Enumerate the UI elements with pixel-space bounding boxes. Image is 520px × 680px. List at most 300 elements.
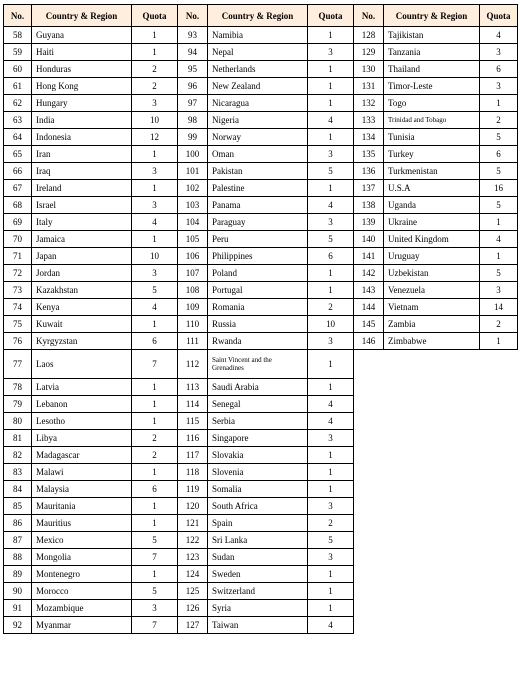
row-quota: 6	[132, 481, 178, 498]
table-row	[354, 282, 518, 299]
table-row	[4, 379, 178, 396]
table-row	[178, 78, 354, 95]
row-no: 125	[178, 583, 208, 600]
quota-table-middle	[177, 4, 354, 634]
row-country: Portugal	[208, 282, 308, 299]
table-row	[4, 180, 178, 197]
header-no: No.	[354, 5, 384, 27]
row-quota: 1	[308, 447, 354, 464]
row-country: Zimbabwe	[384, 333, 480, 350]
row-quota: 1	[308, 61, 354, 78]
table-row	[178, 282, 354, 299]
row-quota: 2	[308, 515, 354, 532]
row-no: 140	[354, 231, 384, 248]
row-country: Hungary	[32, 95, 132, 112]
table-row	[4, 197, 178, 214]
row-no: 123	[178, 549, 208, 566]
row-no: 120	[178, 498, 208, 515]
header-country: Country & Region	[208, 5, 308, 27]
row-country: Tajikistan	[384, 27, 480, 44]
row-no: 80	[4, 413, 32, 430]
row-no: 62	[4, 95, 32, 112]
row-quota: 4	[132, 214, 178, 231]
row-country: Laos	[32, 350, 132, 379]
row-no: 146	[354, 333, 384, 350]
header-row	[178, 5, 354, 27]
table-row	[4, 532, 178, 549]
row-quota: 7	[132, 350, 178, 379]
row-country: Taiwan	[208, 617, 308, 634]
table-row	[178, 44, 354, 61]
table-row	[178, 163, 354, 180]
header-no: No.	[178, 5, 208, 27]
table-row	[4, 112, 178, 129]
row-no: 131	[354, 78, 384, 95]
row-no: 145	[354, 316, 384, 333]
row-country: Ukraine	[384, 214, 480, 231]
row-no: 88	[4, 549, 32, 566]
table-row	[178, 532, 354, 549]
row-quota: 1	[480, 214, 518, 231]
row-country: Thailand	[384, 61, 480, 78]
quota-table-right	[353, 4, 518, 350]
table-row	[4, 95, 178, 112]
table-row	[178, 112, 354, 129]
row-quota: 16	[480, 180, 518, 197]
table-row	[178, 316, 354, 333]
row-country: Turkmenistan	[384, 163, 480, 180]
row-country: Timor-Leste	[384, 78, 480, 95]
row-quota: 10	[308, 316, 354, 333]
row-no: 108	[178, 282, 208, 299]
row-country: Nicaragua	[208, 95, 308, 112]
row-no: 132	[354, 95, 384, 112]
row-quota: 3	[308, 549, 354, 566]
row-quota: 1	[132, 396, 178, 413]
row-country: Kazakhstan	[32, 282, 132, 299]
row-country: Romania	[208, 299, 308, 316]
row-quota: 6	[480, 146, 518, 163]
row-no: 97	[178, 95, 208, 112]
row-country: South Africa	[208, 498, 308, 515]
table-row	[178, 95, 354, 112]
row-country: U.S.A	[384, 180, 480, 197]
row-quota: 6	[308, 248, 354, 265]
row-no: 79	[4, 396, 32, 413]
row-no: 89	[4, 566, 32, 583]
row-no: 68	[4, 197, 32, 214]
row-no: 70	[4, 231, 32, 248]
row-quota: 5	[308, 231, 354, 248]
row-country: Uganda	[384, 197, 480, 214]
row-country: Switzerland	[208, 583, 308, 600]
table-row	[4, 299, 178, 316]
row-quota: 1	[308, 282, 354, 299]
row-country: Panama	[208, 197, 308, 214]
row-country: Sudan	[208, 549, 308, 566]
row-country: Jordan	[32, 265, 132, 282]
row-quota: 10	[132, 112, 178, 129]
row-country: Lesotho	[32, 413, 132, 430]
row-quota: 3	[308, 430, 354, 447]
row-no: 96	[178, 78, 208, 95]
table-row	[178, 447, 354, 464]
header-row	[354, 5, 518, 27]
table-row	[4, 396, 178, 413]
row-no: 90	[4, 583, 32, 600]
table-row	[178, 299, 354, 316]
row-quota: 3	[480, 282, 518, 299]
row-no: 99	[178, 129, 208, 146]
row-quota: 3	[308, 498, 354, 515]
row-quota: 2	[308, 299, 354, 316]
row-quota: 1	[308, 566, 354, 583]
row-no: 122	[178, 532, 208, 549]
row-country: Mexico	[32, 532, 132, 549]
row-quota: 1	[132, 498, 178, 515]
row-quota: 2	[480, 112, 518, 129]
header-row	[4, 5, 178, 27]
row-quota: 7	[132, 617, 178, 634]
table-row	[4, 282, 178, 299]
row-country: Singapore	[208, 430, 308, 447]
row-no: 81	[4, 430, 32, 447]
row-country: Haiti	[32, 44, 132, 61]
table-row	[178, 413, 354, 430]
header-quota: Quota	[480, 5, 518, 27]
row-no: 110	[178, 316, 208, 333]
row-no: 137	[354, 180, 384, 197]
table-row	[178, 464, 354, 481]
row-no: 133	[354, 112, 384, 129]
table-row	[4, 333, 178, 350]
row-country: Jamaica	[32, 231, 132, 248]
row-no: 104	[178, 214, 208, 231]
row-no: 59	[4, 44, 32, 61]
table-row	[178, 498, 354, 515]
row-no: 100	[178, 146, 208, 163]
table-row	[178, 379, 354, 396]
table-row	[4, 265, 178, 282]
row-no: 86	[4, 515, 32, 532]
table-row	[354, 129, 518, 146]
row-quota: 1	[480, 248, 518, 265]
row-quota: 2	[480, 316, 518, 333]
row-quota: 1	[308, 350, 354, 379]
table-row	[354, 163, 518, 180]
row-no: 111	[178, 333, 208, 350]
row-no: 136	[354, 163, 384, 180]
table-row	[354, 180, 518, 197]
row-country: Somalia	[208, 481, 308, 498]
row-country: Serbia	[208, 413, 308, 430]
row-country: Hong Kong	[32, 78, 132, 95]
row-no: 126	[178, 600, 208, 617]
row-country: Saudi Arabia	[208, 379, 308, 396]
row-country: Vietnam	[384, 299, 480, 316]
row-country: Togo	[384, 95, 480, 112]
row-quota: 1	[308, 129, 354, 146]
row-no: 113	[178, 379, 208, 396]
row-country: Ireland	[32, 180, 132, 197]
row-country: New Zealand	[208, 78, 308, 95]
row-country: United Kingdom	[384, 231, 480, 248]
table-row	[4, 549, 178, 566]
row-quota: 2	[132, 447, 178, 464]
row-quota: 5	[480, 129, 518, 146]
row-quota: 1	[132, 180, 178, 197]
row-country: Latvia	[32, 379, 132, 396]
row-quota: 1	[132, 44, 178, 61]
header-no: No.	[4, 5, 32, 27]
row-no: 61	[4, 78, 32, 95]
row-no: 118	[178, 464, 208, 481]
row-country: Sweden	[208, 566, 308, 583]
row-no: 101	[178, 163, 208, 180]
row-quota: 5	[480, 163, 518, 180]
table-row	[4, 214, 178, 231]
table-row	[354, 61, 518, 78]
table-row	[354, 231, 518, 248]
row-quota: 3	[480, 44, 518, 61]
table-row	[354, 265, 518, 282]
row-no: 73	[4, 282, 32, 299]
row-quota: 5	[480, 197, 518, 214]
row-country: India	[32, 112, 132, 129]
row-country: Peru	[208, 231, 308, 248]
row-no: 121	[178, 515, 208, 532]
row-country: Saint Vincent and the Grenadines	[208, 350, 308, 379]
table-row	[4, 464, 178, 481]
row-quota: 2	[132, 61, 178, 78]
table-row	[4, 27, 178, 44]
row-country: Kuwait	[32, 316, 132, 333]
row-country: Tunisia	[384, 129, 480, 146]
row-country: Netherlands	[208, 61, 308, 78]
row-no: 105	[178, 231, 208, 248]
row-quota: 3	[132, 600, 178, 617]
row-no: 98	[178, 112, 208, 129]
row-quota: 5	[132, 583, 178, 600]
row-quota: 1	[132, 566, 178, 583]
row-quota: 3	[132, 163, 178, 180]
table-row	[178, 146, 354, 163]
row-quota: 5	[132, 532, 178, 549]
row-no: 64	[4, 129, 32, 146]
row-country: Nepal	[208, 44, 308, 61]
table-row	[354, 78, 518, 95]
table-row	[178, 248, 354, 265]
row-country: Zambia	[384, 316, 480, 333]
row-quota: 4	[308, 396, 354, 413]
row-country: Philippines	[208, 248, 308, 265]
table-row	[178, 430, 354, 447]
table-row	[4, 78, 178, 95]
row-country: Palestine	[208, 180, 308, 197]
row-country: Tanzania	[384, 44, 480, 61]
row-quota: 1	[308, 481, 354, 498]
table-row	[178, 350, 354, 379]
table-row	[4, 248, 178, 265]
row-country: Turkey	[384, 146, 480, 163]
row-no: 72	[4, 265, 32, 282]
row-country: Mauritania	[32, 498, 132, 515]
row-no: 92	[4, 617, 32, 634]
header-country: Country & Region	[32, 5, 132, 27]
row-no: 76	[4, 333, 32, 350]
row-no: 69	[4, 214, 32, 231]
row-quota: 1	[308, 78, 354, 95]
row-no: 143	[354, 282, 384, 299]
table-row	[4, 498, 178, 515]
row-quota: 1	[132, 515, 178, 532]
row-no: 129	[354, 44, 384, 61]
row-quota: 2	[132, 78, 178, 95]
table-row	[178, 396, 354, 413]
row-no: 67	[4, 180, 32, 197]
row-country: Montenegro	[32, 566, 132, 583]
row-no: 102	[178, 180, 208, 197]
table-row	[178, 129, 354, 146]
row-no: 74	[4, 299, 32, 316]
row-quota: 5	[308, 532, 354, 549]
table-row	[178, 583, 354, 600]
header-country: Country & Region	[384, 5, 480, 27]
table-row	[354, 146, 518, 163]
row-country: Iraq	[32, 163, 132, 180]
row-no: 94	[178, 44, 208, 61]
table-row	[4, 447, 178, 464]
table-row	[4, 515, 178, 532]
table-row	[4, 413, 178, 430]
table-row	[4, 44, 178, 61]
row-country: Senegal	[208, 396, 308, 413]
row-no: 71	[4, 248, 32, 265]
row-no: 114	[178, 396, 208, 413]
table-row	[178, 180, 354, 197]
row-no: 135	[354, 146, 384, 163]
table-row	[178, 617, 354, 634]
table-row	[4, 617, 178, 634]
row-country: Uruguay	[384, 248, 480, 265]
table-row	[178, 515, 354, 532]
table-row	[178, 333, 354, 350]
table-row	[178, 27, 354, 44]
table-row	[4, 566, 178, 583]
table-row	[354, 333, 518, 350]
row-quota: 5	[132, 282, 178, 299]
row-quota: 1	[132, 379, 178, 396]
table-row	[4, 316, 178, 333]
table-row	[4, 350, 178, 379]
row-no: 103	[178, 197, 208, 214]
row-no: 127	[178, 617, 208, 634]
row-country: Malaysia	[32, 481, 132, 498]
row-no: 85	[4, 498, 32, 515]
row-quota: 5	[480, 265, 518, 282]
table-row	[178, 197, 354, 214]
header-quota: Quota	[308, 5, 354, 27]
row-no: 60	[4, 61, 32, 78]
row-no: 78	[4, 379, 32, 396]
table-row	[354, 44, 518, 61]
table-row	[4, 231, 178, 248]
row-quota: 1	[132, 316, 178, 333]
table-row	[354, 95, 518, 112]
row-country: Norway	[208, 129, 308, 146]
row-quota: 1	[308, 583, 354, 600]
row-no: 87	[4, 532, 32, 549]
row-country: Paraguay	[208, 214, 308, 231]
row-country: Slovakia	[208, 447, 308, 464]
row-country: Nigeria	[208, 112, 308, 129]
table-row	[178, 566, 354, 583]
row-no: 141	[354, 248, 384, 265]
row-country: Libya	[32, 430, 132, 447]
row-no: 65	[4, 146, 32, 163]
row-country: Mongolia	[32, 549, 132, 566]
row-country: Syria	[208, 600, 308, 617]
row-no: 139	[354, 214, 384, 231]
row-country: Poland	[208, 265, 308, 282]
table-row	[354, 299, 518, 316]
row-no: 142	[354, 265, 384, 282]
row-quota: 6	[132, 333, 178, 350]
row-no: 115	[178, 413, 208, 430]
row-quota: 4	[308, 617, 354, 634]
row-quota: 12	[132, 129, 178, 146]
row-no: 63	[4, 112, 32, 129]
row-country: Honduras	[32, 61, 132, 78]
row-quota: 1	[308, 265, 354, 282]
table-row	[4, 583, 178, 600]
table-row	[4, 129, 178, 146]
row-quota: 3	[308, 146, 354, 163]
row-country: Slovenia	[208, 464, 308, 481]
row-no: 119	[178, 481, 208, 498]
row-country: Rwanda	[208, 333, 308, 350]
header-quota: Quota	[132, 5, 178, 27]
row-no: 66	[4, 163, 32, 180]
table-row	[178, 231, 354, 248]
table-row	[4, 481, 178, 498]
table-row	[4, 163, 178, 180]
row-country: Kyrgyzstan	[32, 333, 132, 350]
row-quota: 3	[132, 265, 178, 282]
row-country: Pakistan	[208, 163, 308, 180]
row-quota: 1	[132, 231, 178, 248]
table-row	[4, 61, 178, 78]
row-quota: 1	[308, 464, 354, 481]
row-quota: 1	[480, 95, 518, 112]
row-quota: 1	[308, 27, 354, 44]
row-no: 112	[178, 350, 208, 379]
row-quota: 1	[132, 146, 178, 163]
table-row	[178, 600, 354, 617]
row-quota: 1	[308, 180, 354, 197]
row-country: Uzbekistan	[384, 265, 480, 282]
table-row	[178, 214, 354, 231]
table-row	[178, 549, 354, 566]
row-country: Namibia	[208, 27, 308, 44]
row-no: 91	[4, 600, 32, 617]
row-no: 77	[4, 350, 32, 379]
row-no: 128	[354, 27, 384, 44]
quota-table-left	[3, 4, 178, 634]
row-no: 84	[4, 481, 32, 498]
row-country: Myanmar	[32, 617, 132, 634]
row-no: 138	[354, 197, 384, 214]
